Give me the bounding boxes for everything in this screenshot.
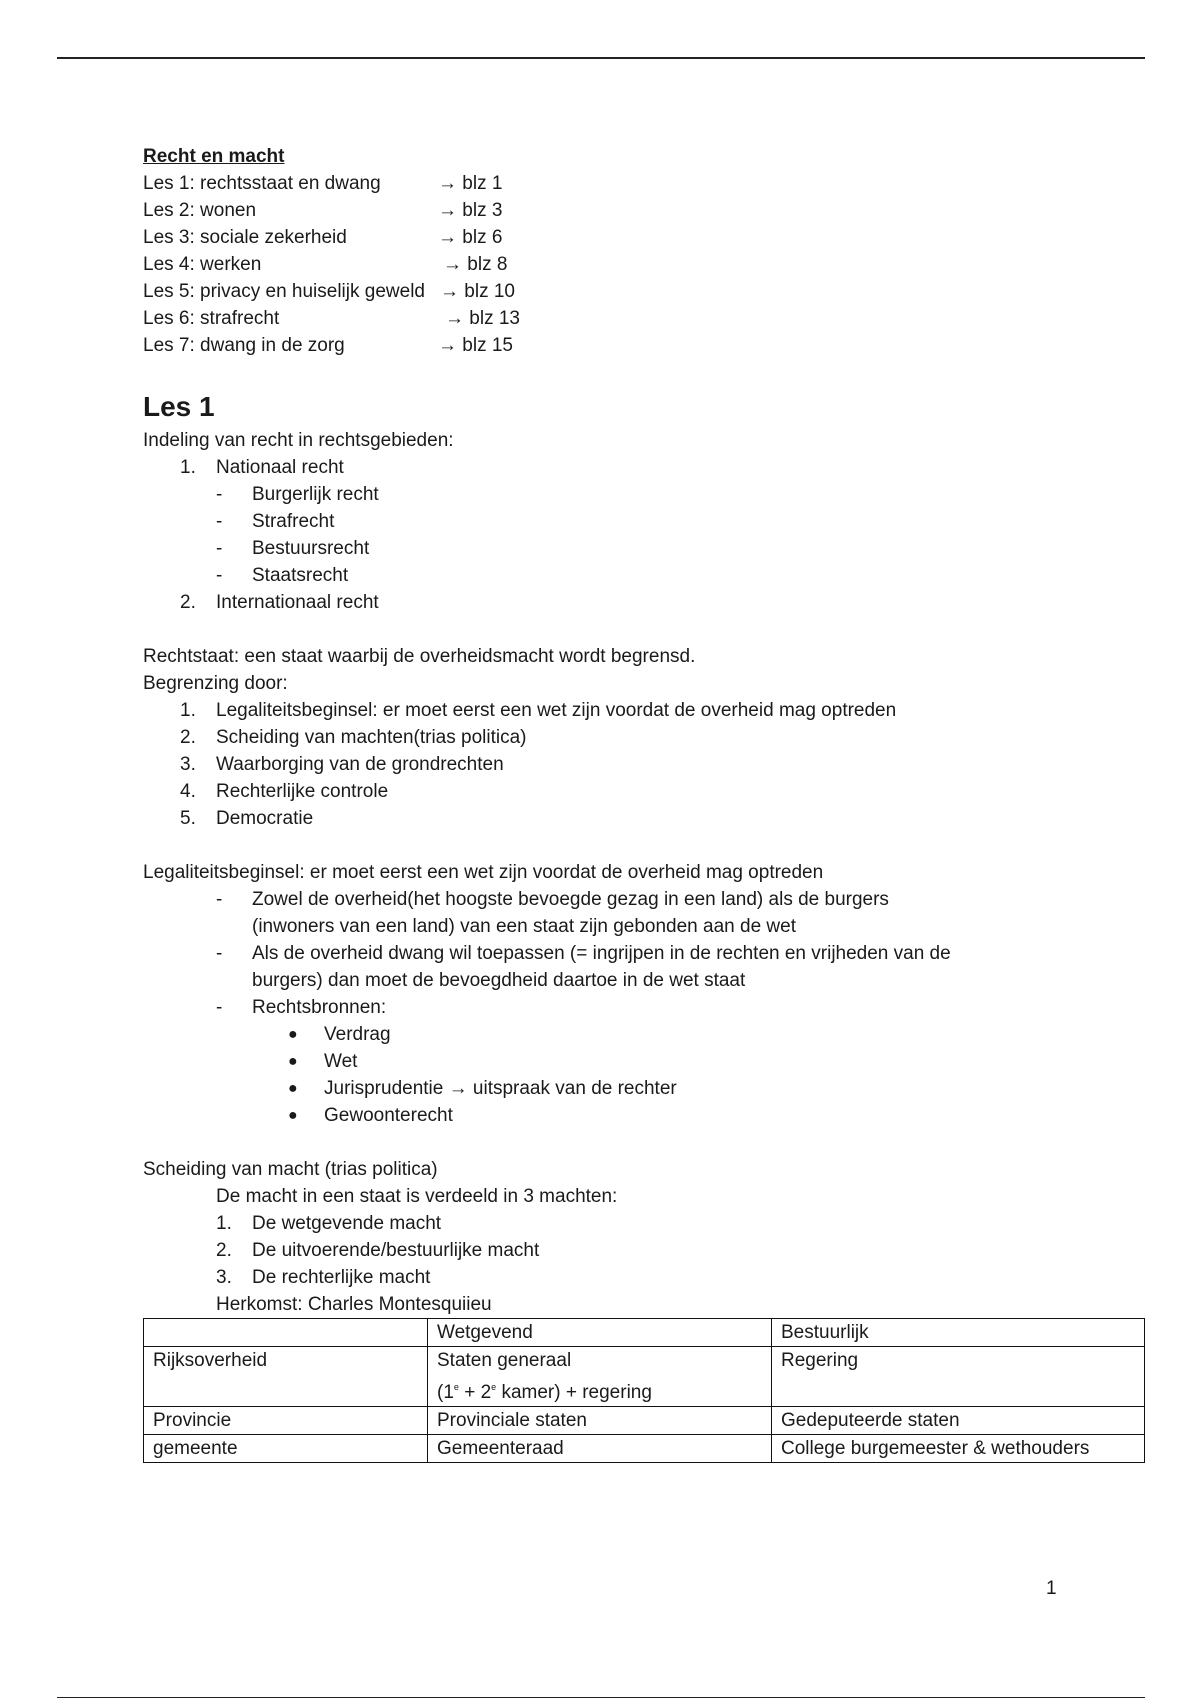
list-text: De rechterlijke macht: [252, 1267, 431, 1288]
toc-item-page: → blz 3: [438, 200, 503, 221]
bullet-item: [143, 1048, 1143, 1075]
list-number: 1.: [180, 457, 196, 478]
table-cell: Gemeenteraad: [428, 1435, 772, 1463]
sub-list-item: [143, 562, 972, 589]
list-text: Democratie: [216, 808, 314, 829]
bullet-text: Gewoonterecht: [324, 1105, 453, 1126]
toc-list: [143, 170, 1143, 359]
sub-list-item: [143, 886, 972, 940]
list-number: 1.: [216, 1213, 232, 1234]
table-cell: College burgemeester & wethouders: [772, 1435, 1145, 1463]
sub-list-item: [143, 940, 972, 994]
list-number: 5.: [180, 808, 196, 829]
toc-item: [143, 305, 1143, 332]
list-item: [143, 1264, 1143, 1291]
list-item: [143, 589, 1143, 616]
section-heading: Les 1: [143, 391, 215, 422]
bullet-item: [143, 1021, 1143, 1048]
indeling-intro: Indeling van recht in rechtsgebieden:: [143, 430, 454, 451]
machten-table: [143, 1318, 1145, 1463]
document-body: [143, 143, 1143, 1463]
page-number: 1: [1046, 1578, 1057, 1599]
sub-list-text: Burgerlijk recht: [252, 484, 379, 505]
table-header-cell: Bestuurlijk: [772, 1319, 1145, 1347]
toc-item-label: Les 1: rechtsstaat en dwang: [143, 173, 381, 194]
table-cell-line: Staten generaal: [437, 1350, 572, 1371]
table-header-cell: [144, 1319, 428, 1347]
superscript: e: [453, 1382, 459, 1392]
sub-list-text: Staatsrecht: [252, 565, 349, 586]
toc-item: [143, 332, 1143, 359]
toc-item-page: → blz 8: [443, 254, 508, 275]
list-item: [143, 1210, 1143, 1237]
toc-item: [143, 170, 1143, 197]
list-item: [143, 454, 1143, 481]
list-text: Nationaal recht: [216, 457, 344, 478]
bullet-item: [143, 1075, 1143, 1102]
list-text: Waarborging van de grondrechten: [216, 754, 504, 775]
cell-text: (1: [437, 1382, 454, 1403]
cell-text: kamer) + regering: [496, 1382, 652, 1403]
bullet-item: [143, 1102, 1143, 1129]
toc-item: [143, 251, 1143, 278]
toc-item: [143, 278, 1143, 305]
sub-list-item: [143, 535, 972, 562]
list-number: 2.: [180, 727, 196, 748]
list-number: 1.: [180, 700, 196, 721]
list-text: De wetgevende macht: [252, 1213, 442, 1234]
sub-list-item: [143, 481, 972, 508]
toc-item-page: → blz 10: [440, 281, 515, 302]
table-row: [144, 1407, 1145, 1435]
toc-item-page: → blz 15: [438, 335, 513, 356]
sub-list-text: Bestuursrecht: [252, 538, 370, 559]
list-text: Internationaal recht: [216, 592, 379, 613]
sub-list-text: Rechtsbronnen:: [252, 997, 387, 1018]
table-cell: Regering: [772, 1347, 1145, 1407]
toc-item-label: Les 6: strafrecht: [143, 308, 280, 329]
list-item: [143, 724, 1143, 751]
toc-item-page: → blz 13: [445, 308, 520, 329]
toc-item: [143, 197, 1143, 224]
list-item: [143, 697, 1143, 724]
sub-list-item: [143, 508, 972, 535]
list-item: [143, 805, 1143, 832]
toc-title: Recht en macht: [143, 146, 285, 167]
sub-list-text: Als de overheid dwang wil toepassen (= ingrijpen in de rechten en vrijheden van de burgers) dan moet de bevoegdheid daartoe in de wet staat: [252, 943, 951, 991]
toc-item-label: Les 5: privacy en huiselijk geweld: [143, 281, 425, 302]
herkomst: Herkomst: Charles Montesquiieu: [216, 1294, 492, 1315]
table-header-cell: Wetgevend: [428, 1319, 772, 1347]
dash-marker: -: [216, 889, 223, 910]
trias-intro: De macht in een staat is verdeeld in 3 machten:: [216, 1186, 618, 1207]
bullet-marker: ●: [288, 1053, 298, 1070]
list-number: 3.: [216, 1267, 232, 1288]
list-text: Rechterlijke controle: [216, 781, 389, 802]
toc-item-label: Les 2: wonen: [143, 200, 257, 221]
list-text: Scheiding van machten(trias politica): [216, 727, 527, 748]
list-number: 3.: [180, 754, 196, 775]
superscript: e: [491, 1382, 497, 1392]
table-row: [144, 1347, 1145, 1407]
cell-text: + 2: [458, 1382, 492, 1403]
rechtstaat-definition: Rechtstaat: een staat waarbij de overheidsmacht wordt begrensd.: [143, 646, 696, 667]
table-cell: Rijksoverheid: [144, 1347, 428, 1407]
dash-marker: -: [216, 538, 223, 559]
table-row: [144, 1435, 1145, 1463]
bullet-marker: ●: [288, 1080, 298, 1097]
sub-list-item: [143, 994, 972, 1021]
dash-marker: -: [216, 484, 223, 505]
list-number: 2.: [180, 592, 196, 613]
trias-title: Scheiding van macht (trias politica): [143, 1159, 438, 1180]
footer-rule: [57, 1697, 1145, 1698]
sub-list-text: Strafrecht: [252, 511, 335, 532]
list-text: Legaliteitsbeginsel: er moet eerst een wet zijn voordat de overheid mag optreden: [216, 700, 897, 721]
toc-item: [143, 224, 1143, 251]
bullet-text: Jurisprudentie → uitspraak van de rechter: [324, 1078, 677, 1099]
list-number: 4.: [180, 781, 196, 802]
list-item: [143, 751, 1143, 778]
table-cell: [428, 1347, 772, 1407]
table-header-row: [144, 1319, 1145, 1347]
table-cell: Provinciale staten: [428, 1407, 772, 1435]
dash-marker: -: [216, 511, 223, 532]
sub-list-text: Zowel de overheid(het hoogste bevoegde gezag in een land) als de burgers (inwoners van een land) van een staat zijn gebonden aan de wet: [252, 889, 889, 937]
toc-item-label: Les 4: werken: [143, 254, 262, 275]
toc-item-label: Les 3: sociale zekerheid: [143, 227, 347, 248]
dash-marker: -: [216, 943, 223, 964]
table-cell: gemeente: [144, 1435, 428, 1463]
bullet-marker: ●: [288, 1107, 298, 1124]
list-number: 2.: [216, 1240, 232, 1261]
toc-item-page: → blz 6: [438, 227, 503, 248]
table-cell: Provincie: [144, 1407, 428, 1435]
toc-item-label: Les 7: dwang in de zorg: [143, 335, 345, 356]
dash-marker: -: [216, 997, 223, 1018]
bullet-text: Verdrag: [324, 1024, 391, 1045]
bullet-text: Wet: [324, 1051, 358, 1072]
bullet-marker: ●: [288, 1026, 298, 1043]
table-cell: Gedeputeerde staten: [772, 1407, 1145, 1435]
begrenzing-intro: Begrenzing door:: [143, 673, 288, 694]
list-item: [143, 1237, 1143, 1264]
dash-marker: -: [216, 565, 223, 586]
table-cell-line: [437, 1374, 762, 1406]
toc-item-page: → blz 1: [438, 173, 503, 194]
list-item: [143, 778, 1143, 805]
header-rule: [57, 57, 1145, 59]
list-text: De uitvoerende/bestuurlijke macht: [252, 1240, 540, 1261]
legaliteit-title: Legaliteitsbeginsel: er moet eerst een wet zijn voordat de overheid mag optreden: [143, 862, 824, 883]
